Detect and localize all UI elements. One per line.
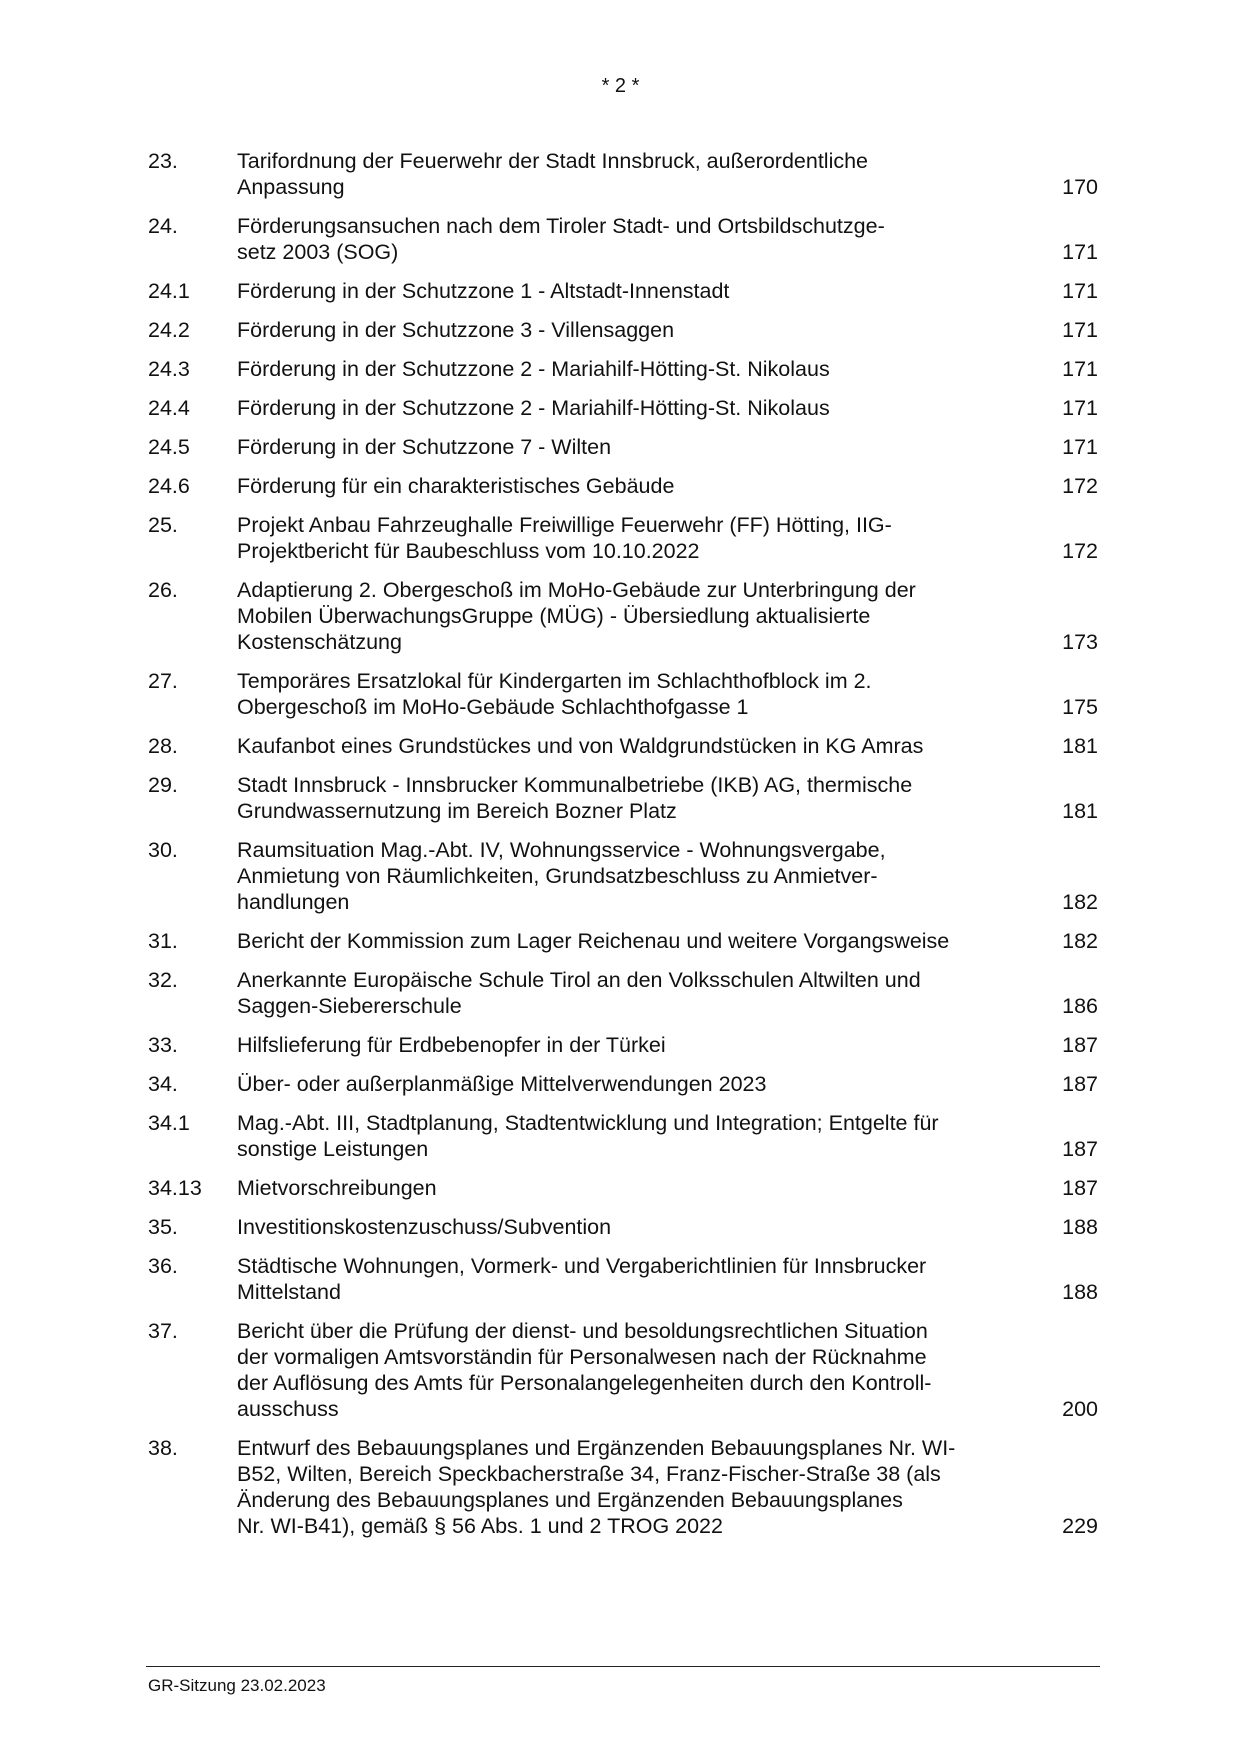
toc-entry-title-line: Förderung für ein charakteristisches Gebäude: [237, 474, 675, 498]
toc-entry-title: [237, 668, 1017, 720]
toc-entry: [148, 317, 1098, 343]
toc-entry-title-line: sonstige Leistungen: [237, 1137, 429, 1161]
toc-entry-number: 36.: [148, 1254, 178, 1278]
toc-entry-number: 28.: [148, 734, 178, 758]
toc-entry: [148, 1318, 1098, 1422]
toc-entry-number: 24.1: [148, 279, 190, 303]
toc-entry-number: 34.: [148, 1072, 178, 1096]
toc-entry: [148, 1071, 1098, 1097]
toc-entry-number: 30.: [148, 838, 178, 862]
toc-entry: [148, 512, 1098, 564]
toc-entry-title-line: Stadt Innsbruck - Innsbrucker Kommunalbetriebe (IKB) AG, thermische: [237, 773, 913, 797]
toc-entry: [148, 928, 1098, 954]
toc-entry-title-line: Temporäres Ersatzlokal für Kindergarten im Schlachthofblock im 2.: [237, 669, 872, 693]
toc-entry-title-line: Mag.-Abt. III, Stadtplanung, Stadtentwicklung und Integration; Entgelte für: [237, 1111, 939, 1135]
toc-entry-title-line: Förderung in der Schutzzone 2 - Mariahilf-Hötting-St. Nikolaus: [237, 396, 830, 420]
toc-entry-number: 24.: [148, 214, 178, 238]
toc-entry-title-line: Förderung in der Schutzzone 7 - Wilten: [237, 435, 612, 459]
toc-entry-title-line: Förderung in der Schutzzone 3 - Villensaggen: [237, 318, 675, 342]
toc-entry-number: 38.: [148, 1436, 178, 1460]
toc-entry-title: [237, 1318, 1017, 1422]
toc-entry: [148, 837, 1098, 915]
toc-entry-page: 170: [1062, 175, 1098, 199]
footer-divider: [146, 1666, 1100, 1667]
toc-entry-number: 37.: [148, 1319, 178, 1343]
toc-entry-title-line: Anmietung von Räumlichkeiten, Grundsatzbeschluss zu Anmietver-: [237, 864, 878, 888]
toc-entry-number: 34.13: [148, 1176, 202, 1200]
toc-entry-title-line: Kostenschätzung: [237, 630, 402, 654]
toc-entry-number: 25.: [148, 513, 178, 537]
toc-entry-title: [237, 1435, 1017, 1539]
toc-entry-number: 31.: [148, 929, 178, 953]
toc-entry-title-line: der Auflösung des Amts für Personalangelegenheiten durch den Kontroll-: [237, 1371, 932, 1395]
toc-entry-page: 188: [1062, 1280, 1098, 1304]
toc-entry-title-line: Grundwassernutzung im Bereich Bozner Platz: [237, 799, 677, 823]
footer-text: GR-Sitzung 23.02.2023: [148, 1676, 326, 1695]
toc-entry-title: [237, 577, 1017, 655]
toc-entry: [148, 213, 1098, 265]
toc-entry-title: [237, 434, 1017, 460]
toc-entry-title: [237, 1032, 1017, 1058]
toc-entry-title-line: Bericht über die Prüfung der dienst- und besoldungsrechtlichen Situation: [237, 1319, 928, 1343]
toc-entry-page: 188: [1062, 1215, 1098, 1239]
toc-entry-title: [237, 473, 1017, 499]
toc-entry-number: 24.5: [148, 435, 190, 459]
toc-entry-number: 26.: [148, 578, 178, 602]
toc-entry-title-line: Entwurf des Bebauungsplanes und Ergänzenden Bebauungsplanes Nr. WI-: [237, 1436, 956, 1460]
toc-entry-page: 173: [1062, 630, 1098, 654]
toc-entry-page: 181: [1062, 734, 1098, 758]
toc-entry-page: 171: [1062, 435, 1098, 459]
toc-entry: [148, 278, 1098, 304]
toc-entry-page: 181: [1062, 799, 1098, 823]
toc-entry-title: [237, 1214, 1017, 1240]
toc-entry-title: [237, 967, 1017, 1019]
toc-entry-title: [237, 837, 1017, 915]
toc-entry: [148, 395, 1098, 421]
toc-entry-number: 24.4: [148, 396, 190, 420]
toc-entry-page: 187: [1062, 1137, 1098, 1161]
toc-entry: [148, 1110, 1098, 1162]
toc-entry-number: 23.: [148, 149, 178, 173]
toc-entry-title-line: B52, Wilten, Bereich Speckbacherstraße 34, Franz-Fischer-Straße 38 (als: [237, 1462, 941, 1486]
toc-entry-title: [237, 1253, 1017, 1305]
toc-entry-title: [237, 733, 1017, 759]
toc-entry-title-line: Mobilen ÜberwachungsGruppe (MÜG) - Übersiedlung aktualisierte: [237, 604, 871, 628]
toc-entry-title-line: der vormaligen Amtsvorständin für Personalwesen nach der Rücknahme: [237, 1345, 927, 1369]
toc-entry-page: 182: [1062, 890, 1098, 914]
toc-entry-title-line: Anerkannte Europäische Schule Tirol an den Volksschulen Altwilten und: [237, 968, 921, 992]
toc-entry-title-line: Investitionskostenzuschuss/Subvention: [237, 1215, 612, 1239]
toc-entry-title-line: Förderung in der Schutzzone 2 - Mariahilf-Hötting-St. Nikolaus: [237, 357, 830, 381]
toc-entry-title-line: Adaptierung 2. Obergeschoß im MoHo-Gebäude zur Unterbringung der: [237, 578, 916, 602]
toc-entry-page: 171: [1062, 357, 1098, 381]
page-number: * 2 *: [601, 75, 640, 97]
toc-entry-title: [237, 1071, 1017, 1097]
toc-entry-number: 34.1: [148, 1111, 190, 1135]
toc-entry-number: 33.: [148, 1033, 178, 1057]
toc-entry-title: [237, 928, 1017, 954]
toc-entry-page: 200: [1062, 1397, 1098, 1421]
toc-entry: [148, 1214, 1098, 1240]
toc-entry-title: [237, 1175, 1017, 1201]
toc-entry-title: [237, 772, 1017, 824]
toc-entry-title: [237, 356, 1017, 382]
toc-entry-title-line: Kaufanbot eines Grundstückes und von Waldgrundstücken in KG Amras: [237, 734, 924, 758]
toc-entry-number: 27.: [148, 669, 178, 693]
toc-entry-page: 186: [1062, 994, 1098, 1018]
toc-entry-number: 24.2: [148, 318, 190, 342]
toc-entry-page: 229: [1062, 1514, 1098, 1538]
toc-entry-page: 187: [1062, 1033, 1098, 1057]
toc-entry-number: 24.6: [148, 474, 190, 498]
toc-entry-title-line: Änderung des Bebauungsplanes und Ergänzenden Bebauungsplanes: [237, 1488, 903, 1512]
toc-entry: [148, 577, 1098, 655]
toc-entry-title: [237, 213, 1017, 265]
toc-entry: [148, 473, 1098, 499]
toc-entry-page: 171: [1062, 279, 1098, 303]
toc-entry: [148, 733, 1098, 759]
toc-entry-page: 172: [1062, 539, 1098, 563]
toc-entry: [148, 434, 1098, 460]
toc-entry-title-line: Projektbericht für Baubeschluss vom 10.10.2022: [237, 539, 700, 563]
toc-entry: [148, 668, 1098, 720]
toc-entry-title-line: Städtische Wohnungen, Vormerk- und Vergaberichtlinien für Innsbrucker: [237, 1254, 927, 1278]
toc-entry-title: [237, 148, 1017, 200]
toc-entry-title-line: Bericht der Kommission zum Lager Reichenau und weitere Vorgangsweise: [237, 929, 950, 953]
toc-entry: [148, 148, 1098, 200]
toc-entry-title: [237, 512, 1017, 564]
toc-entry-page: 187: [1062, 1072, 1098, 1096]
toc-entry: [148, 967, 1098, 1019]
toc-entry-number: 32.: [148, 968, 178, 992]
toc-entry: [148, 1175, 1098, 1201]
toc-entry-page: 175: [1062, 695, 1098, 719]
toc-entry-title-line: handlungen: [237, 890, 350, 914]
toc-entry: [148, 1435, 1098, 1539]
toc-entry-title-line: Raumsituation Mag.-Abt. IV, Wohnungsservice - Wohnungsvergabe,: [237, 838, 886, 862]
toc-entry: [148, 356, 1098, 382]
toc-entry-title-line: Mittelstand: [237, 1280, 341, 1304]
toc-entry-title-line: Über- oder außerplanmäßige Mittelverwendungen 2023: [237, 1072, 767, 1096]
toc-entry-title-line: Saggen-Siebererschule: [237, 994, 462, 1018]
toc-entry: [148, 1032, 1098, 1058]
toc-entry-page: 171: [1062, 240, 1098, 264]
toc-entry-page: 187: [1062, 1176, 1098, 1200]
table-of-contents: [148, 148, 1098, 1552]
toc-entry-title-line: Förderung in der Schutzzone 1 - Altstadt-Innenstadt: [237, 279, 730, 303]
toc-entry-title: [237, 395, 1017, 421]
toc-entry-title-line: Tarifordnung der Feuerwehr der Stadt Innsbruck, außerordentliche: [237, 149, 869, 173]
toc-entry-title-line: Obergeschoß im MoHo-Gebäude Schlachthofgasse 1: [237, 695, 749, 719]
toc-entry-title-line: Nr. WI-B41), gemäß § 56 Abs. 1 und 2 TROG 2022: [237, 1514, 723, 1538]
toc-entry-number: 29.: [148, 773, 178, 797]
toc-entry-title-line: setz 2003 (SOG): [237, 240, 399, 264]
toc-entry-page: 171: [1062, 396, 1098, 420]
toc-entry-title-line: ausschuss: [237, 1397, 339, 1421]
toc-entry-title-line: Projekt Anbau Fahrzeughalle Freiwillige Feuerwehr (FF) Hötting, IIG-: [237, 513, 892, 537]
toc-entry-title: [237, 278, 1017, 304]
toc-entry-page: 182: [1062, 929, 1098, 953]
toc-entry-title-line: Anpassung: [237, 175, 345, 199]
toc-entry-title-line: Mietvorschreibungen: [237, 1176, 437, 1200]
toc-entry-title-line: Hilfslieferung für Erdbebenopfer in der Türkei: [237, 1033, 666, 1057]
toc-entry-title-line: Förderungsansuchen nach dem Tiroler Stadt- und Ortsbildschutzge-: [237, 214, 885, 238]
toc-entry-page: 172: [1062, 474, 1098, 498]
toc-entry: [148, 772, 1098, 824]
toc-entry-title: [237, 317, 1017, 343]
toc-entry-number: 24.3: [148, 357, 190, 381]
toc-entry-number: 35.: [148, 1215, 178, 1239]
toc-entry-title: [237, 1110, 1017, 1162]
toc-entry: [148, 1253, 1098, 1305]
toc-entry-page: 171: [1062, 318, 1098, 342]
